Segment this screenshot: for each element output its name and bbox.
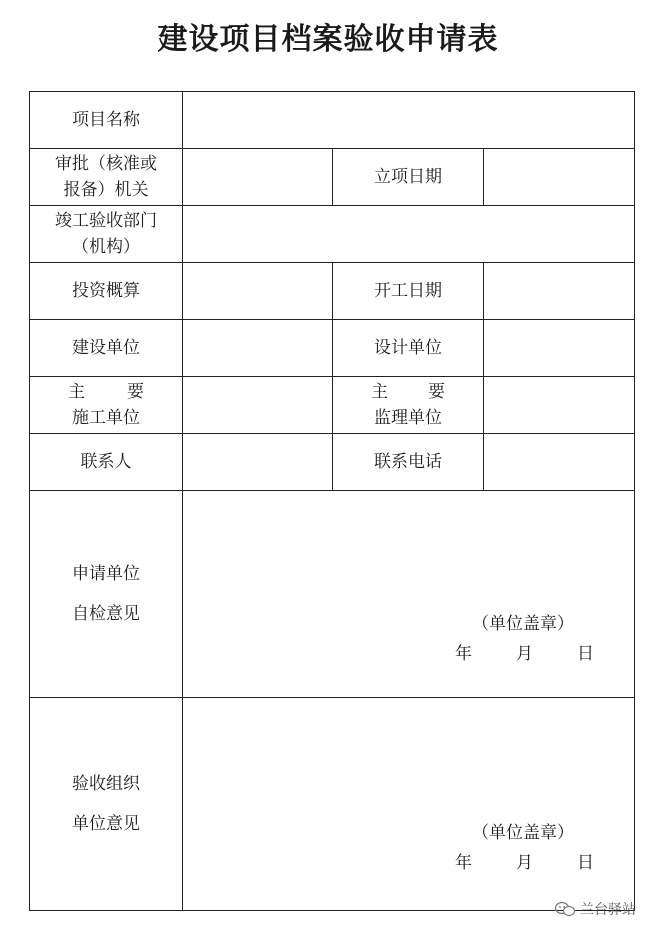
label-design-unit: 设计单位	[333, 320, 484, 377]
applicant-year: 年	[455, 644, 473, 664]
label-acceptance-dept-line2: （机构）	[72, 237, 140, 257]
applicant-day: 日	[577, 644, 595, 664]
row-contact	[30, 434, 635, 491]
row-investment	[30, 263, 635, 320]
field-approval-org[interactable]	[183, 149, 333, 206]
label-organizer-opinion	[30, 698, 183, 911]
label-main-right-a: 主	[371, 382, 388, 402]
form-title: 建设项目档案验收申请表	[157, 22, 499, 57]
label-main-right-spaced	[333, 379, 483, 405]
field-approval-date[interactable]	[484, 149, 635, 206]
applicant-stamp: （单位盖章）	[472, 614, 575, 634]
label-main-left-spaced	[30, 379, 182, 405]
label-main-construction	[30, 377, 183, 434]
label-contact-phone: 联系电话	[333, 434, 484, 491]
row-acceptance-dept	[30, 206, 635, 263]
field-contact-phone[interactable]	[484, 434, 635, 491]
label-main-right-b: 要	[428, 382, 445, 402]
organizer-stamp: （单位盖章）	[472, 823, 575, 843]
label-investment: 投资概算	[30, 263, 183, 320]
label-applicant-line1: 申请单位	[72, 564, 140, 584]
label-applicant-opinion	[30, 491, 183, 698]
field-acceptance-dept[interactable]	[183, 206, 635, 263]
field-applicant-opinion[interactable]	[183, 491, 635, 698]
applicant-month: 月	[516, 644, 534, 664]
label-main-left-b: 要	[127, 382, 144, 402]
field-investment[interactable]	[183, 263, 333, 320]
application-form-table	[29, 91, 635, 911]
field-contact[interactable]	[183, 434, 333, 491]
label-approval-date: 立项日期	[333, 149, 484, 206]
field-main-supervision[interactable]	[484, 377, 635, 434]
label-acceptance-dept	[30, 206, 183, 263]
applicant-date	[455, 641, 594, 667]
label-organizer-line1: 验收组织	[72, 774, 140, 794]
field-construction-unit[interactable]	[183, 320, 333, 377]
watermark	[554, 899, 636, 919]
row-approval	[30, 149, 635, 206]
label-main-supervision-line2: 监理单位	[374, 408, 442, 428]
row-organizer-opinion	[30, 698, 635, 911]
label-organizer-line2: 单位意见	[72, 814, 140, 834]
row-main-units	[30, 377, 635, 434]
label-main-construction-line2: 施工单位	[72, 408, 140, 428]
field-start-date[interactable]	[484, 263, 635, 320]
organizer-date	[455, 850, 594, 876]
field-main-construction[interactable]	[183, 377, 333, 434]
watermark-text: 兰台驿站	[580, 902, 636, 918]
row-applicant-opinion	[30, 491, 635, 698]
organizer-day: 日	[577, 853, 595, 873]
label-construction-unit: 建设单位	[30, 320, 183, 377]
field-design-unit[interactable]	[484, 320, 635, 377]
organizer-month: 月	[516, 853, 534, 873]
label-approval-org	[30, 149, 183, 206]
label-approval-org-line1: 审批（核准或	[55, 154, 157, 174]
label-contact: 联系人	[30, 434, 183, 491]
label-project-name: 项目名称	[30, 92, 183, 149]
field-organizer-opinion[interactable]	[183, 698, 635, 911]
field-project-name[interactable]	[183, 92, 635, 149]
label-start-date: 开工日期	[333, 263, 484, 320]
label-acceptance-dept-line1: 竣工验收部门	[55, 211, 157, 231]
row-units	[30, 320, 635, 377]
wechat-icon	[554, 901, 576, 917]
label-applicant-line2: 自检意见	[72, 604, 140, 624]
label-main-left-a: 主	[68, 382, 85, 402]
label-main-supervision	[333, 377, 484, 434]
organizer-year: 年	[455, 853, 473, 873]
row-project-name	[30, 92, 635, 149]
label-approval-org-line2: 报备）机关	[63, 180, 149, 200]
